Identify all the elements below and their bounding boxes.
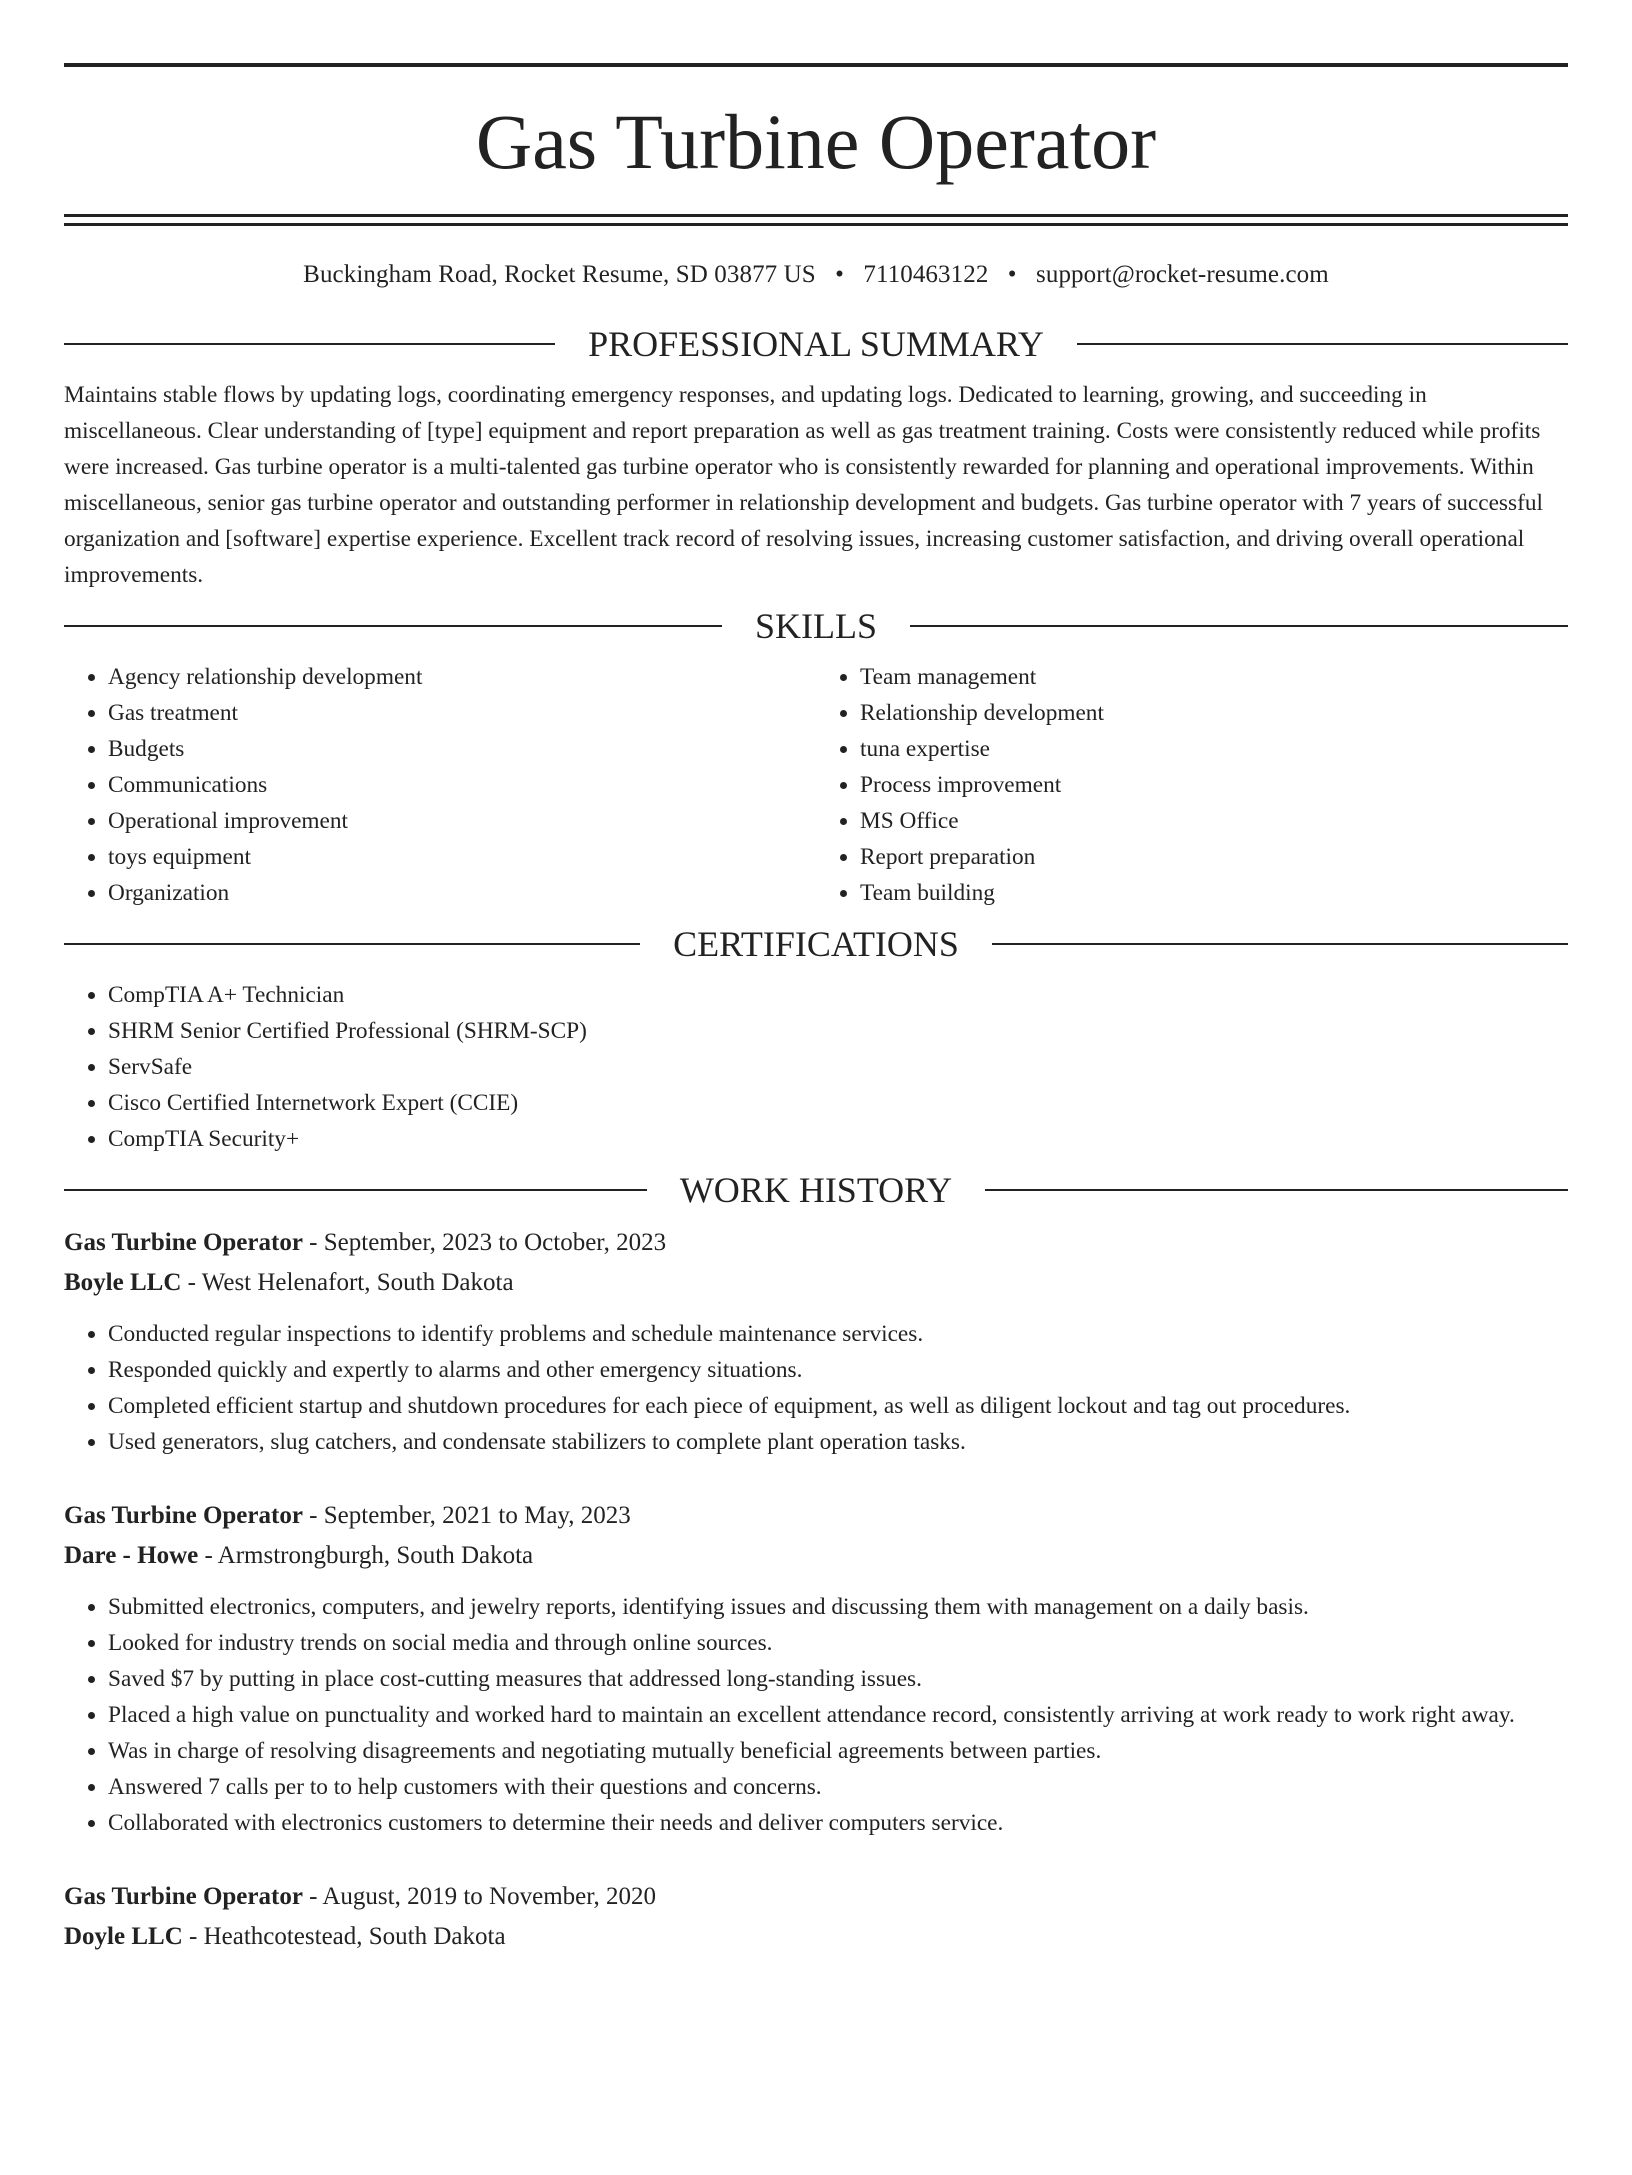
- work-heading: WORK HISTORY: [679, 1170, 953, 1210]
- job-title-line: [64, 1496, 1568, 1536]
- skill-item: • Team building: [860, 875, 1568, 911]
- job-company: Doyle LLC: [64, 1923, 183, 1950]
- resume-page: [0, 63, 1632, 2175]
- job-bullet: • Used generators, slug catchers, and condensate stabilizers to complete plant operation tasks.: [108, 1424, 1568, 1460]
- job-bullet: • Responded quickly and expertly to alarms and other emergency situations.: [108, 1352, 1568, 1388]
- certifications-list: [64, 977, 1568, 1157]
- section-divider: [64, 343, 555, 345]
- contact-separator: •: [835, 261, 844, 288]
- skill-item: • Report preparation: [860, 839, 1568, 875]
- job-entry: [64, 1223, 1568, 1460]
- section-divider: [64, 625, 722, 627]
- top-rule: [64, 63, 1568, 67]
- job-title: Gas Turbine Operator: [64, 1229, 303, 1256]
- certifications-section-header: [64, 924, 1568, 964]
- job-location: - Heathcotestead, South Dakota: [182, 1923, 506, 1950]
- job-bullet: • Collaborated with electronics customers to determine their needs and deliver computers service.: [108, 1805, 1568, 1841]
- job-bullet: • Saved $7 by putting in place cost-cutting measures that addressed long-standing issues.: [108, 1661, 1568, 1697]
- certifications-heading: CERTIFICATIONS: [673, 924, 959, 964]
- skill-item: • Organization: [108, 875, 816, 911]
- job-company: Boyle LLC: [64, 1269, 182, 1296]
- job-company: Dare - Howe: [64, 1542, 199, 1569]
- skills-heading: SKILLS: [755, 606, 878, 646]
- skill-item: • tuna expertise: [860, 731, 1568, 767]
- certification-item: • SHRM Senior Certified Professional (SHRM-SCP): [108, 1013, 1568, 1049]
- job-dates: - September, 2023 to October, 2023: [302, 1229, 667, 1256]
- section-divider: [985, 1189, 1568, 1191]
- certification-item: • ServSafe: [108, 1049, 1568, 1085]
- skill-item: • Budgets: [108, 731, 816, 767]
- skills-list-right: [816, 659, 1568, 911]
- job-company-line: [64, 1917, 1568, 1957]
- job-location: - Armstrongburgh, South Dakota: [198, 1542, 534, 1569]
- skills-grid: [64, 659, 1568, 911]
- skill-item: • Relationship development: [860, 695, 1568, 731]
- contact-separator: •: [1007, 261, 1017, 288]
- job-bullet: • Looked for industry trends on social media and through online sources.: [108, 1625, 1568, 1661]
- contact-line: [64, 260, 1568, 290]
- skill-item: • Communications: [108, 767, 816, 803]
- job-entry: [64, 1877, 1568, 1957]
- section-divider: [992, 943, 1568, 945]
- skill-item: • Gas treatment: [108, 695, 816, 731]
- certification-item: • CompTIA A+ Technician: [108, 977, 1568, 1013]
- job-bullet: • Completed efficient startup and shutdown procedures for each piece of equipment, as well as diligent lockout and tag out procedures.: [108, 1388, 1568, 1424]
- skills-column-left: [64, 659, 816, 911]
- skill-item: • MS Office: [860, 803, 1568, 839]
- candidate-name: Gas Turbine Operator: [475, 98, 1157, 185]
- summary-heading: PROFESSIONAL SUMMARY: [588, 324, 1044, 364]
- job-company-line: [64, 1263, 1568, 1303]
- work-section-header: [64, 1170, 1568, 1210]
- skill-item: • Process improvement: [860, 767, 1568, 803]
- summary-text: Maintains stable flows by updating logs, coordinating emergency responses, and updating logs. Dedicated to learning, growing, and succeeding in miscellaneous. Clear understanding of [type] equipment and report preparation as well as gas treatment training. Costs were consistently reduced while profits were increased. Gas turbine operator is a multi-talented gas turbine operator who is consistently rewarded for planning and operational improvements. Within miscellaneous, senior gas turbine operator and outstanding performer in relationship development and budgets. Gas turbine operator with 7 years of successful organization and [software] expertise experience. Excellent track record of resolving issues, increasing customer satisfaction, and driving overall operational improvements.: [64, 382, 1543, 588]
- job-bullet: • Placed a high value on punctuality and worked hard to maintain an excellent attendance record, consistently arriving at work ready to work right away.: [108, 1697, 1568, 1733]
- skill-item: • Agency relationship development: [108, 659, 816, 695]
- job-title: Gas Turbine Operator: [64, 1883, 303, 1910]
- job-bullet: • Conducted regular inspections to identify problems and schedule maintenance services.: [108, 1316, 1568, 1352]
- header-double-rule: [64, 214, 1568, 226]
- job-bullets: [64, 1589, 1568, 1841]
- skill-item: • Team management: [860, 659, 1568, 695]
- summary-section-header: [64, 324, 1568, 364]
- certification-item: • CompTIA Security+: [108, 1121, 1568, 1157]
- skills-list-left: [64, 659, 816, 911]
- skill-item: • Operational improvement: [108, 803, 816, 839]
- job-dates: - September, 2021 to May, 2023: [302, 1502, 631, 1529]
- job-bullets: [64, 1316, 1568, 1460]
- job-title: Gas Turbine Operator: [64, 1502, 303, 1529]
- section-divider: [1077, 343, 1568, 345]
- section-divider: [64, 943, 640, 945]
- job-bullet: • Submitted electronics, computers, and jewelry reports, identifying issues and discussing them with management on a daily basis.: [108, 1589, 1568, 1625]
- job-bullet: • Answered 7 calls per to to help customers with their questions and concerns.: [108, 1769, 1568, 1805]
- skills-column-right: [816, 659, 1568, 911]
- contact-email: support@rocket-resume.com: [1036, 261, 1329, 288]
- contact-phone: 7110463122: [863, 261, 989, 288]
- skill-item: • toys equipment: [108, 839, 816, 875]
- job-dates: - August, 2019 to November, 2020: [302, 1883, 657, 1910]
- certification-item: • Cisco Certified Internetwork Expert (CCIE): [108, 1085, 1568, 1121]
- job-entry: [64, 1496, 1568, 1841]
- job-bullet: • Was in charge of resolving disagreements and negotiating mutually beneficial agreements between parties.: [108, 1733, 1568, 1769]
- job-title-line: [64, 1877, 1568, 1917]
- job-location: - West Helenafort, South Dakota: [181, 1269, 514, 1296]
- skills-section-header: [64, 606, 1568, 646]
- job-title-line: [64, 1223, 1568, 1263]
- section-divider: [910, 625, 1568, 627]
- section-divider: [64, 1189, 647, 1191]
- job-company-line: [64, 1536, 1568, 1576]
- contact-address: Buckingham Road, Rocket Resume, SD 03877 US: [303, 261, 816, 288]
